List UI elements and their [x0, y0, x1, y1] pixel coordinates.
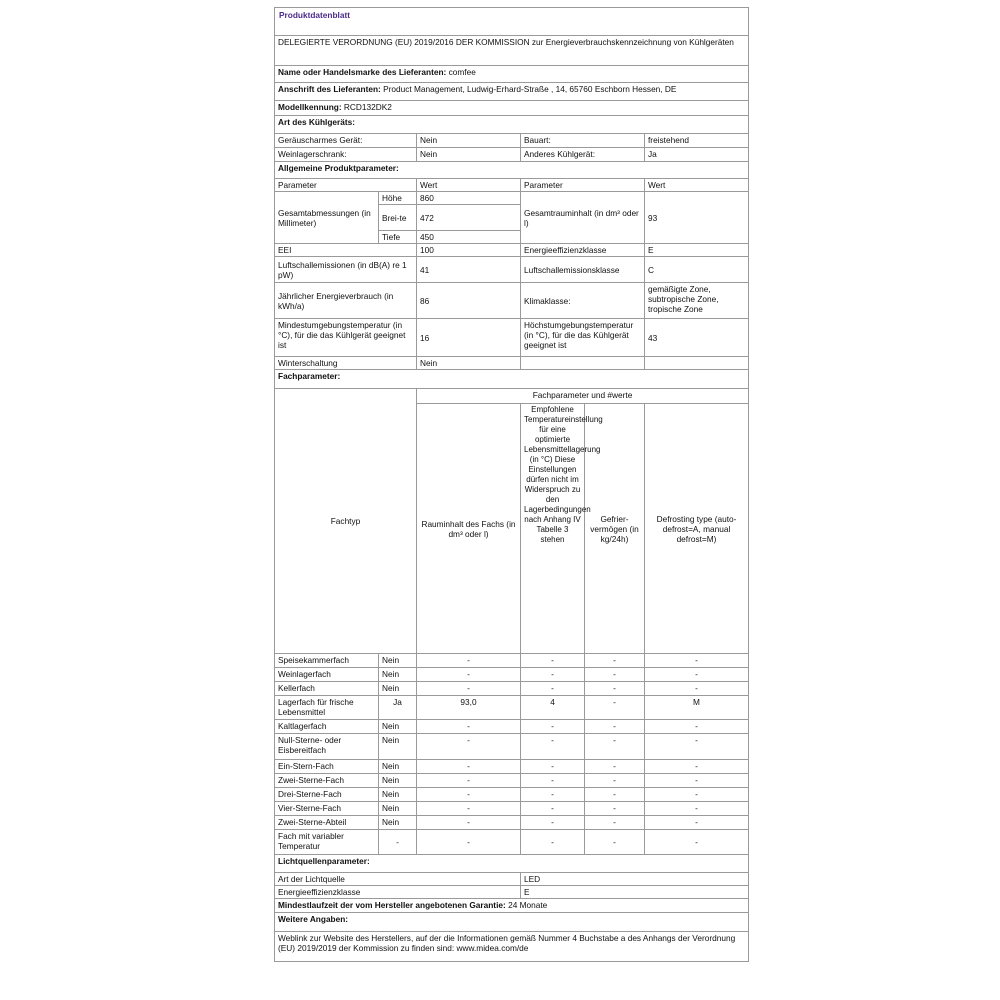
- compartment-present: Nein: [379, 802, 417, 816]
- min-temp-label: Mindestumgebungstemperatur (in °C), für die das Kühlgerät geeignet ist: [275, 319, 417, 357]
- compartment-volume-header: Rauminhalt des Fachs (in dm³ oder l): [417, 404, 521, 654]
- compartment-defrost: -: [645, 720, 749, 734]
- compartment-volume: -: [417, 774, 521, 788]
- compartment-freeze: -: [585, 720, 645, 734]
- eec-label: Energieeffizienzklasse: [521, 244, 645, 257]
- type-heading: Art des Kühlgeräts:: [275, 116, 749, 134]
- compartment-freeze: -: [585, 830, 645, 855]
- compartment-name: Kellerfach: [275, 682, 379, 696]
- compartment-present: Nein: [379, 682, 417, 696]
- width-value: 472: [417, 205, 521, 231]
- regulation-text: DELEGIERTE VERORDNUNG (EU) 2019/2016 DER KOMMISSION zur Energieverbrauchskennzeichnung von Kühlgeräten: [275, 36, 749, 66]
- compartment-present: Nein: [379, 816, 417, 830]
- noise-value: 41: [417, 257, 521, 283]
- height-label: Höhe: [379, 192, 417, 205]
- compartment-defrost: -: [645, 734, 749, 760]
- width-label: Brei-te: [379, 205, 417, 231]
- compartment-freeze: -: [585, 774, 645, 788]
- data-sheet-table: [274, 7, 749, 962]
- compartment-temp: -: [521, 668, 585, 682]
- model-label: Modellkennung:: [278, 102, 342, 112]
- compartment-defrost: -: [645, 830, 749, 855]
- compartment-present: -: [379, 830, 417, 855]
- warranty-row: [275, 899, 749, 913]
- min-temp-value: 16: [417, 319, 521, 357]
- light-eec-value: E: [521, 886, 749, 899]
- param-header-2: Parameter: [521, 179, 645, 192]
- wine-cabinet-label: Weinlagerschrank:: [275, 148, 417, 162]
- compartment-freeze: -: [585, 696, 645, 720]
- climate-label: Klimaklasse:: [521, 283, 645, 319]
- general-heading: Allgemeine Produktparameter:: [275, 162, 749, 179]
- warranty-label: Mindestlaufzeit der vom Hersteller angebotenen Garantie:: [278, 900, 506, 910]
- light-type-label: Art der Lichtquelle: [275, 873, 521, 886]
- winter-label: Winterschaltung: [275, 357, 417, 370]
- compartment-volume: -: [417, 830, 521, 855]
- compartment-present: Nein: [379, 760, 417, 774]
- compartment-temp: 4: [521, 696, 585, 720]
- noise-label: Luftschallemissionen (in dB(A) re 1 pW): [275, 257, 417, 283]
- energy-label: Jährlicher Energieverbrauch (in kWh/a): [275, 283, 417, 319]
- compartment-volume: 93,0: [417, 696, 521, 720]
- further-text: Weblink zur Website des Herstellers, auf der die Informationen gemäß Nummer 4 Buchstabe a des Anhangs der Verordnung (EU) 2019/2019 der Kommission zu finden sind: www.midea.com/de: [275, 932, 749, 962]
- compartment-volume: -: [417, 760, 521, 774]
- light-heading: Lichtquellenparameter:: [275, 855, 749, 873]
- warranty-value: 24 Monate: [508, 900, 548, 910]
- supplier-name-label: Name oder Handelsmarke des Lieferanten:: [278, 67, 447, 77]
- compartment-volume: -: [417, 682, 521, 696]
- further-heading: Weitere Angaben:: [275, 913, 749, 932]
- dimensions-label: Gesamtabmessungen (in Millimeter): [275, 192, 379, 244]
- depth-value: 450: [417, 231, 521, 244]
- compartment-present: Nein: [379, 774, 417, 788]
- product-data-sheet: [274, 7, 748, 962]
- compartment-defrost: -: [645, 654, 749, 668]
- compartment-name: Speisekammerfach: [275, 654, 379, 668]
- compartment-freeze: -: [585, 802, 645, 816]
- construction-value: freistehend: [645, 134, 749, 148]
- compartment-name: Kaltlagerfach: [275, 720, 379, 734]
- compartment-present: Nein: [379, 720, 417, 734]
- compartment-freeze-header: Gefriervermögen (in kg/24h): [585, 404, 645, 654]
- max-temp-value: 43: [645, 319, 749, 357]
- supplier-name-row: [275, 66, 749, 83]
- supplier-name-value: comfee: [448, 67, 476, 77]
- depth-label: Tiefe: [379, 231, 417, 244]
- eei-label: EEI: [275, 244, 417, 257]
- compartment-type-header: Fachtyp: [275, 389, 417, 654]
- compartment-freeze: -: [585, 760, 645, 774]
- low-noise-label: Geräuscharmes Gerät:: [275, 134, 417, 148]
- model-row: [275, 101, 749, 116]
- compartment-present: Nein: [379, 788, 417, 802]
- compartment-defrost: -: [645, 682, 749, 696]
- compartment-defrost: -: [645, 788, 749, 802]
- volume-value: 93: [645, 192, 749, 244]
- low-noise-value: Nein: [417, 134, 521, 148]
- value-header: Wert: [417, 179, 521, 192]
- compartment-volume: -: [417, 788, 521, 802]
- model-value: RCD132DK2: [343, 102, 392, 112]
- compartment-defrost: -: [645, 774, 749, 788]
- compartment-defrost: -: [645, 668, 749, 682]
- compartment-name: Weinlagerfach: [275, 668, 379, 682]
- compartment-freeze: -: [585, 654, 645, 668]
- other-appliance-label: Anderes Kühlgerät:: [521, 148, 645, 162]
- compartment-temp: -: [521, 802, 585, 816]
- light-eec-label: Energieeffizienzklasse: [275, 886, 521, 899]
- compartment-temp: -: [521, 774, 585, 788]
- light-type-value: LED: [521, 873, 749, 886]
- compartment-temp: -: [521, 720, 585, 734]
- compartment-temp-header: Empfohlene Temperatureinstellung für eine optimierte Lebensmittellagerung (in °C) Diese Einstellungen dürfen nicht im Widerspruch zu den Lagerbedingungen nach Anhang IV Tabelle 3 stehen: [521, 404, 585, 654]
- value-header-2: Wert: [645, 179, 749, 192]
- compartment-heading: Fachparameter:: [275, 370, 749, 389]
- supplier-address-row: [275, 83, 749, 101]
- compartment-name: Zwei-Sterne-Abteil: [275, 816, 379, 830]
- supplier-address-value: Product Management, Ludwig-Erhard-Straße , 14, 65760 Eschborn Hessen, DE: [383, 84, 677, 94]
- winter-value: Nein: [417, 357, 521, 370]
- compartment-defrost: -: [645, 760, 749, 774]
- compartment-present: Ja: [379, 696, 417, 720]
- compartment-name: Vier-Sterne-Fach: [275, 802, 379, 816]
- compartment-defrost: -: [645, 802, 749, 816]
- eei-value: 100: [417, 244, 521, 257]
- compartment-defrost: -: [645, 816, 749, 830]
- compartment-defrost-header: Defrosting type (auto-defrost=A, manual defrost=M): [645, 404, 749, 654]
- winter-empty: [521, 357, 645, 370]
- compartment-volume: -: [417, 668, 521, 682]
- compartment-name: Lagerfach für frische Lebensmittel: [275, 696, 379, 720]
- compartment-freeze: -: [585, 668, 645, 682]
- max-temp-label: Höchstumgebungstemperatur (in °C), für die das Kühlgerät geeignet ist: [521, 319, 645, 357]
- compartment-present: Nein: [379, 734, 417, 760]
- compartment-volume: -: [417, 734, 521, 760]
- compartment-name: Ein-Stern-Fach: [275, 760, 379, 774]
- energy-value: 86: [417, 283, 521, 319]
- compartment-freeze: -: [585, 788, 645, 802]
- compartment-temp: -: [521, 682, 585, 696]
- compartment-name: Zwei-Sterne-Fach: [275, 774, 379, 788]
- page-title: Produktdatenblatt: [275, 8, 749, 36]
- noise-class-value: C: [645, 257, 749, 283]
- compartment-temp: -: [521, 654, 585, 668]
- compartment-volume: -: [417, 816, 521, 830]
- winter-empty-2: [645, 357, 749, 370]
- compartment-name: Fach mit variabler Temperatur: [275, 830, 379, 855]
- compartment-present: Nein: [379, 654, 417, 668]
- compartment-temp: -: [521, 816, 585, 830]
- climate-value: gemäßigte Zone, subtropische Zone, tropische Zone: [645, 283, 749, 319]
- compartment-volume: -: [417, 720, 521, 734]
- compartment-volume: -: [417, 802, 521, 816]
- compartment-group-header: Fachparameter und #werte: [417, 389, 749, 404]
- compartment-temp: -: [521, 830, 585, 855]
- compartment-volume: -: [417, 654, 521, 668]
- compartment-present: Nein: [379, 668, 417, 682]
- construction-label: Bauart:: [521, 134, 645, 148]
- compartment-temp: -: [521, 734, 585, 760]
- eec-value: E: [645, 244, 749, 257]
- compartment-defrost: M: [645, 696, 749, 720]
- compartment-temp: -: [521, 760, 585, 774]
- height-value: 860: [417, 192, 521, 205]
- compartment-freeze: -: [585, 734, 645, 760]
- param-header: Parameter: [275, 179, 417, 192]
- compartment-name: Drei-Sterne-Fach: [275, 788, 379, 802]
- noise-class-label: Luftschallemissionsklasse: [521, 257, 645, 283]
- compartment-freeze: -: [585, 682, 645, 696]
- compartment-name: Null-Sterne- oder Eisbereitfach: [275, 734, 379, 760]
- supplier-address-label: Anschrift des Lieferanten:: [278, 84, 381, 94]
- volume-label: Gesamtrauminhalt (in dm³ oder l): [521, 192, 645, 244]
- compartment-freeze: -: [585, 816, 645, 830]
- other-appliance-value: Ja: [645, 148, 749, 162]
- compartment-temp: -: [521, 788, 585, 802]
- wine-cabinet-value: Nein: [417, 148, 521, 162]
